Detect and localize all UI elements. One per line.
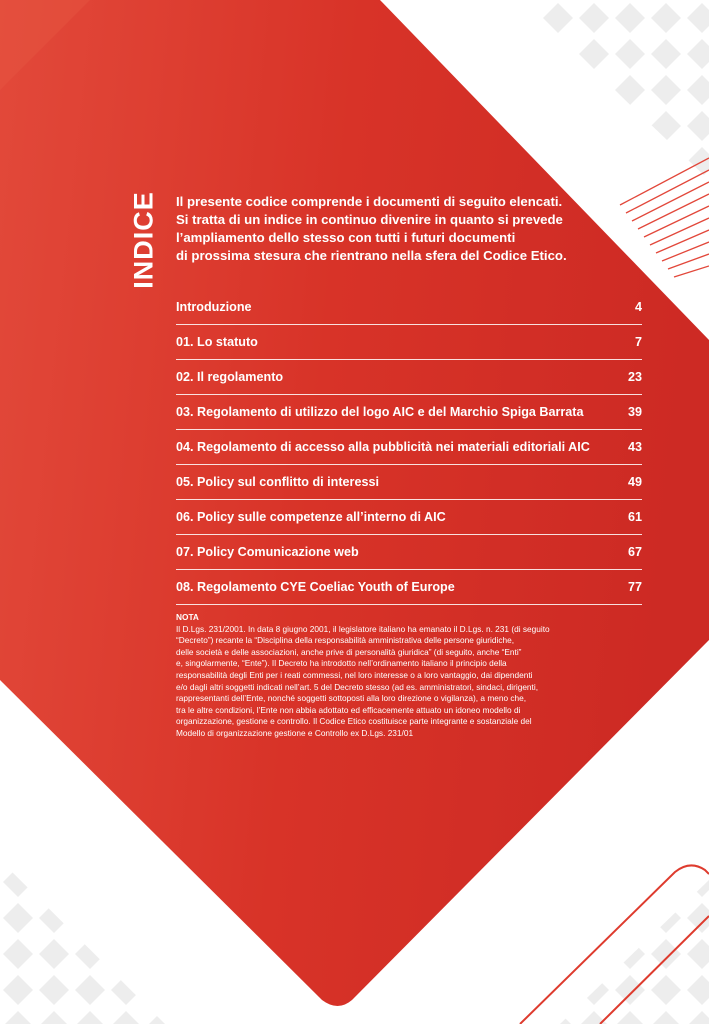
table-of-contents — [176, 290, 642, 605]
note-line: delle società e delle associazioni, anche prive di personalità giuridica” (di seguito, anche “Enti” — [176, 646, 522, 657]
toc-entry-page: 61 — [627, 510, 642, 524]
note-line: e, singolarmente, “Ente”). Il Decreto ha introdotto nell’ordinamento italiano il principio della — [176, 658, 507, 669]
pattern-top-right — [520, 0, 709, 180]
toc-entry-page: 4 — [634, 300, 642, 314]
intro-line: di prossima stesura che rientrano nella sfera del Codice Etico. — [176, 248, 567, 263]
note-line: e/o dagli altri soggetti indicati nell’art. 5 del Decreto stesso (ad es. amministratori, sindaci, dirigenti, — [176, 681, 539, 692]
note-line: organizzazione, gestione e controllo. Il Codice Etico costituisce parte integrante e sostanziale del — [176, 716, 532, 727]
toc-entry-page: 23 — [627, 370, 642, 384]
intro-line: Il presente codice comprende i documenti di seguito elencati. — [176, 194, 563, 209]
toc-entry-logo[interactable] — [176, 395, 642, 430]
toc-entry-page: 39 — [627, 405, 642, 419]
toc-entry-label: 07. Policy Comunicazione web — [176, 545, 359, 559]
toc-entry-page: 77 — [627, 580, 642, 594]
page-title: INDICE — [128, 191, 159, 289]
intro-text — [176, 193, 606, 265]
toc-entry-statuto[interactable] — [176, 325, 642, 360]
note-line: “Decreto”) recante la “Disciplina della responsabilità amministrativa delle persone giuridiche, — [176, 635, 515, 646]
page-title-container — [127, 190, 161, 290]
toc-entry-pubblicita[interactable] — [176, 430, 642, 465]
intro-line: l’ampliamento dello stesso con tutti i futuri documenti — [176, 230, 516, 245]
toc-entry-comunicazione[interactable] — [176, 535, 642, 570]
toc-entry-cye[interactable] — [176, 570, 642, 605]
diagonal-lines — [620, 158, 709, 277]
note-line: rappresentanti dell’Ente, nonché soggetti sottoposti alla loro direzione o vigilanza), a meno che, — [176, 693, 527, 704]
toc-entry-conflitto[interactable] — [176, 465, 642, 500]
intro-line: Si tratta di un indice in continuo divenire in quanto si prevede — [176, 212, 563, 227]
toc-entry-page: 49 — [627, 475, 642, 489]
toc-entry-page: 43 — [627, 440, 642, 454]
note-label: NOTA — [176, 612, 199, 622]
toc-entry-introduzione[interactable] — [176, 290, 642, 325]
toc-entry-label: 06. Policy sulle competenze all’interno di AIC — [176, 510, 446, 524]
toc-entry-label: 04. Regolamento di accesso alla pubblicità nei materiali editoriali AIC — [176, 440, 590, 454]
note-line: tra le altre condizioni, l’Ente non abbia adottato ed efficacemente attuato un idoneo modello di — [176, 704, 521, 715]
toc-entry-label: 02. Il regolamento — [176, 370, 284, 384]
toc-entry-page: 67 — [627, 545, 642, 559]
pattern-bottom-right — [560, 880, 709, 1024]
toc-entry-label: 05. Policy sul conflitto di interessi — [176, 475, 379, 489]
footnote — [176, 612, 616, 740]
toc-entry-competenze[interactable] — [176, 500, 642, 535]
toc-entry-regolamento[interactable] — [176, 360, 642, 395]
note-line: Modello di organizzazione gestione e Controllo ex D.Lgs. 231/01 — [176, 727, 414, 738]
note-line: Il D.Lgs. 231/2001. In data 8 giugno 2001, il legislatore italiano ha emanato il D.Lgs. n. 231 (di seguito — [176, 623, 550, 634]
toc-entry-page: 7 — [634, 335, 642, 349]
toc-entry-label: 03. Regolamento di utilizzo del logo AIC e del Marchio Spiga Barrata — [176, 405, 584, 419]
note-line: responsabilità degli Enti per i reati commessi, nel loro interesse o a loro vantaggio, dai dipendenti — [176, 669, 533, 680]
toc-entry-label: 01. Lo statuto — [176, 335, 258, 349]
pattern-bottom-left — [0, 860, 165, 1024]
toc-entry-label: 08. Regolamento CYE Coeliac Youth of Europe — [176, 580, 455, 594]
toc-entry-label: Introduzione — [176, 300, 252, 314]
